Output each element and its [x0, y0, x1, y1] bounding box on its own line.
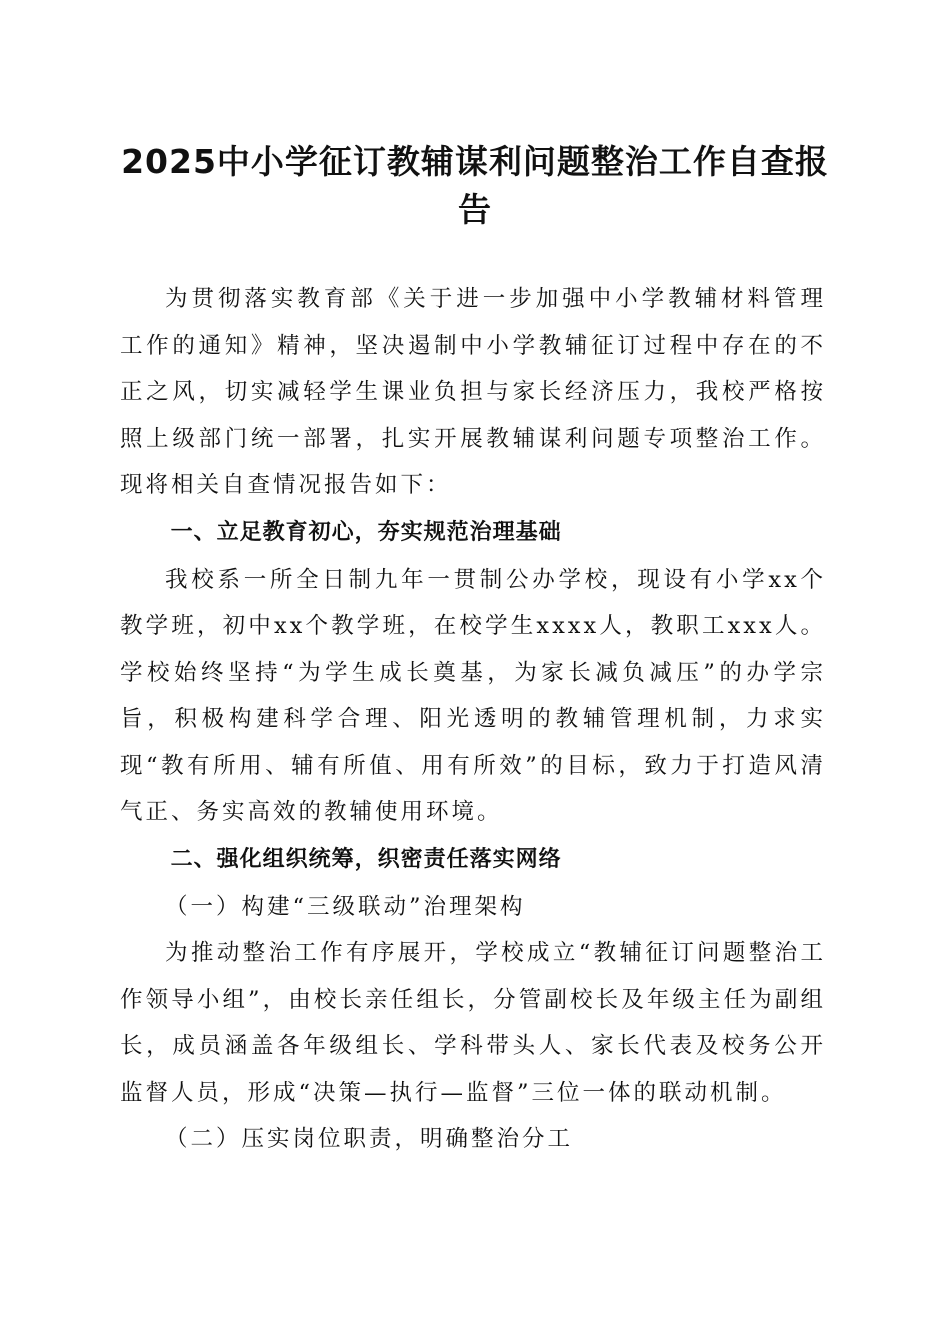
section1-paragraph: 我校系一所全日制九年一贯制公办学校，现设有小学xx个教学班，初中xx个教学班，在校学生xxxx人，教职工xxx人。学校始终坚持“为学生成长奠基，为家长减负减压”的办学宗旨，积极构建科学合理、阳光透明的教辅管理机制，力求实现“教有所用、辅有所值、用有所效”的目标，致力于打造风清气正、务实高效的教辅使用环境。 — [120, 566, 826, 825]
section2-heading: 二、强化组织统筹，织密责任落实网络 — [170, 846, 562, 872]
intro-paragraph: 为贯彻落实教育部《关于进一步加强中小学教辅材料管理工作的通知》精神，坚决遏制中小学教辅征订过程中存在的不正之风，切实减轻学生课业负担与家长经济压力，我校严格按照上级部门统一部署，扎实开展教辅谋利问题专项整治工作。现将相关自查情况报告如下： — [120, 286, 826, 498]
section2-sub1-paragraph: 为推动整治工作有序展开，学校成立“教辅征订问题整治工作领导小组”，由校长亲任组长，分管副校长及年级主任为副组长，成员涵盖各年级组长、学科带头人、家长代表及校务公开监督人员，形成“决策—执行—监督”三位一体的联动机制。 — [120, 940, 826, 1106]
section2-sub2-heading: （二）压实岗位职责，明确整治分工 — [165, 1126, 574, 1152]
document-title: 2025中小学征订教辅谋利问题整治工作自查报告 — [121, 142, 829, 229]
section1-heading: 一、立足教育初心，夯实规范治理基础 — [170, 519, 562, 545]
section2-sub1-heading: （一）构建“三级联动”治理架构 — [165, 893, 526, 920]
document-body — [120, 276, 826, 1163]
